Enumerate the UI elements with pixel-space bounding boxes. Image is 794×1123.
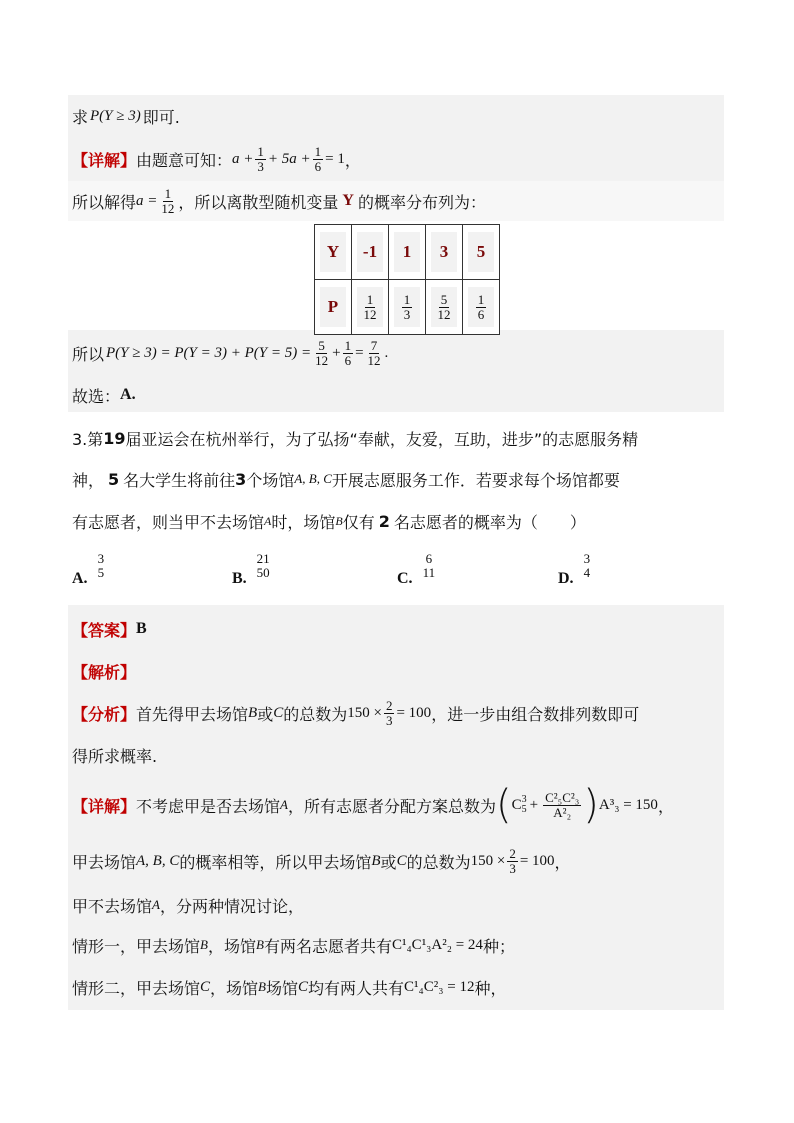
question-line: 3.第 19 届亚运会在杭州举行，为了弘扬“奉献，友爱，互助，进步”的志愿服务精 — [72, 428, 639, 449]
table-cell: 1 — [389, 225, 426, 280]
table-cell: 3 — [426, 225, 463, 280]
detail-line: 【详解】 不考虑甲是否去场馆 A ，所有志愿者分配方案总数为 ( C 3 5 + $\frac{\text{C²₅C²₃}}{\text{A²₂}}$ ) A³₃ = 150 ， — [72, 782, 674, 828]
table-cell: -1 — [352, 225, 389, 280]
case-one-line: 情形一，甲去场馆 B ，场馆 B 有两名志愿者共有 C¹₄C¹₃A²₂ = 24 种； — [72, 936, 515, 956]
fraction: $\frac{1}{12}$ — [161, 185, 175, 216]
distribution-table — [314, 224, 500, 335]
table-cell: $\frac{1}{6}$ — [463, 280, 500, 335]
table-row — [315, 280, 500, 335]
option-a[interactable]: A. 3 5 — [72, 551, 105, 587]
case-two-line: 情形二，甲去场馆 C ，场馆 B 场馆 C 均有两人共有 C¹₄C²₃ = 12 种， — [72, 978, 507, 998]
solve-line: 所以解得 a = $\frac{1}{12}$ ，所以离散型随机变量 Y 的概率分布列为： — [72, 185, 486, 216]
detail-line: 【详解】 由题意可知： a + $\frac{1}{3}$ + 5a + $\frac{1}{6}$ = 1 ， — [72, 143, 361, 174]
table-cell: $\frac{1}{12}$ — [352, 280, 389, 335]
table-header-p: P — [315, 280, 352, 335]
analysis-line: 【解析】 — [72, 662, 137, 682]
fraction: $\frac{1}{3}$ — [257, 143, 264, 174]
option-b[interactable]: B. 21 50 — [232, 551, 270, 587]
question-line: 神， 5 名大学生将前往 3 个场馆 A, B, C 开展志愿服务工作．若要求每个场馆都要 — [72, 469, 620, 490]
table-row — [315, 225, 500, 280]
choose-line: 故选： A. — [72, 386, 136, 406]
equal-prob-line: 甲去场馆 A, B, C 的概率相等，所以甲去场馆 B 或 C 的总数为 150 × $\frac{2}{3}$ = 100 ， — [72, 845, 571, 876]
fenxi-line: 【分析】 首先得甲去场馆 B 或 C 的总数为 150 × $\frac{2}{3}$ = 100 ，进一步由组合数排列数即可 — [72, 697, 640, 728]
answer-line: 【答案】 B — [72, 620, 147, 640]
not-a-line: 甲不去场馆 A ，分两种情况讨论， — [72, 896, 304, 916]
question-line: 有志愿者，则当甲不去场馆 A 时，场馆 B 仅有 2 名志愿者的概率为（ ） — [72, 511, 586, 532]
option-d[interactable]: D. 3 4 — [558, 551, 591, 587]
fraction: $\frac{1}{6}$ — [314, 143, 322, 174]
fenxi-line: 得所求概率. — [72, 746, 158, 766]
table-header-y: Y — [315, 225, 352, 280]
sum-line: 所以 P(Y ≥ 3) = P(Y = 3) + P(Y = 5) = $\frac{5}{12}$ + $\frac{1}{6}$ = $\frac{7}{12}$ . — [72, 337, 389, 368]
table-cell: $\frac{1}{3}$ — [389, 280, 426, 335]
table-cell: $\frac{5}{12}$ — [426, 280, 463, 335]
math-expression: P(Y ≥ 3) — [90, 107, 141, 124]
detail-label: 【详解】 — [72, 150, 137, 170]
table-cell: 5 — [463, 225, 500, 280]
solution-line: 求 P(Y ≥ 3) 即可. — [72, 107, 180, 127]
option-c[interactable]: C. 6 11 — [397, 551, 436, 587]
